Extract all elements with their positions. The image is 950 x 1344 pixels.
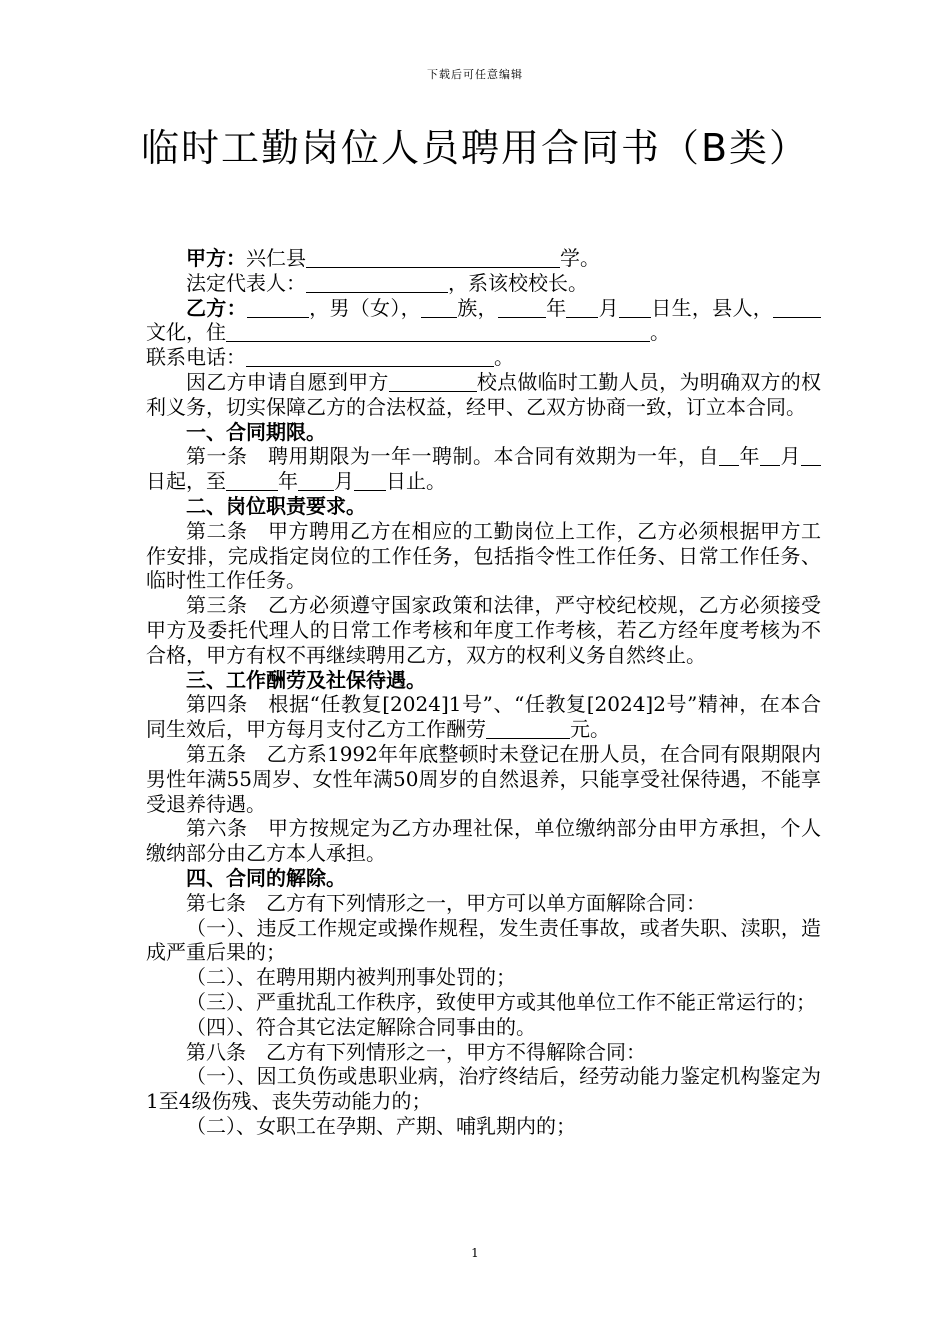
party-b-day: 日生， <box>650 295 713 320</box>
article-7-item: （三）、严重扰乱工作秩序，致使甲方或其他单位工作不能正常运行的； <box>186 989 816 1014</box>
birth-day-blank[interactable] <box>619 299 651 318</box>
section-3-heading: 三、工作酬劳及社保待遇。 <box>186 667 426 692</box>
article-7: 第七条 乙方有下列情形之一，甲方可以单方面解除合同： <box>186 890 706 915</box>
art1-year2: 年 <box>278 469 298 494</box>
party-b-month: 月 <box>598 295 619 320</box>
party-b-gender: ，男（女）， <box>308 295 421 320</box>
phone-line <box>146 345 821 370</box>
article-3: 第三条 乙方必须遵守国家政策和法律，严守校纪校规，乙方必须接受甲方及委托代理人的日常工作考核和年度工作考核，若乙方经年度考核为不合格，甲方有权不再继续聘用乙方，双方的权利义务自然终止。 <box>146 593 821 667</box>
birth-month-blank[interactable] <box>566 299 598 318</box>
section-4-heading: 四、合同的解除。 <box>186 865 346 890</box>
intro-paragraph <box>146 370 821 420</box>
party-a-line <box>146 246 821 271</box>
section-1-heading: 一、合同期限。 <box>186 419 326 444</box>
article-1 <box>146 444 821 494</box>
art1-month2: 月 <box>334 469 354 494</box>
party-b-end: 。 <box>650 320 670 345</box>
campus-blank[interactable] <box>389 373 477 392</box>
art1-day: 日起，至 <box>146 469 226 494</box>
section-2-heading: 二、岗位职责要求。 <box>186 493 366 518</box>
phone-blank[interactable] <box>246 348 494 367</box>
article-8: 第八条 乙方有下列情形之一，甲方不得解除合同： <box>186 1039 646 1064</box>
birth-year-blank[interactable] <box>498 299 546 318</box>
article-5: 第五条 乙方系1992年年底整顿时未登记在册人员，在合同有限期限内男性年满55周岁、女性年满50周岁的自然退养，只能享受社保待遇，不能享受退养待遇。 <box>146 741 821 816</box>
party-b-name-blank[interactable] <box>247 299 309 318</box>
party-b-label: 乙方： <box>186 295 247 320</box>
party-b-line <box>146 296 821 346</box>
article-7-item: （二）、在聘用期内被判刑事处罚的； <box>186 965 516 990</box>
party-b-county: 县人， <box>712 295 774 320</box>
phone-label: 联系电话： <box>146 345 246 370</box>
article-4 <box>146 692 821 742</box>
article-7-item: （一）、违反工作规定或操作规程，发生责任事故，或者失职、渎职，造成严重后果的； <box>146 915 821 965</box>
ethnic-blank[interactable] <box>421 299 457 318</box>
article-2: 第二条 甲方聘用乙方在相应的工勤岗位上工作，乙方必须根据甲方工作安排，完成指定岗位的工作任务，包括指令性工作任务、日常工作任务、临时性工作任务。 <box>146 518 821 593</box>
party-b-ethnic: 族， <box>456 295 498 320</box>
art4-before: 第四条 根据“任教复[2024]1号”、“任教复[2024]2号”精神，在本合同生效后，甲方每月支付乙方工作酬劳 <box>146 692 821 742</box>
intro-before: 因乙方申请自愿到甲方 <box>186 369 389 394</box>
party-b-year: 年 <box>545 295 567 320</box>
page-number: 1 <box>471 1246 479 1260</box>
legal-rep-blank[interactable] <box>306 274 448 293</box>
legal-rep-label: 法定代表人： <box>186 270 306 295</box>
art1-month: 月 <box>780 444 801 469</box>
legal-rep-line <box>146 271 821 296</box>
school-name-blank[interactable] <box>306 249 560 268</box>
article-6: 第六条 甲方按规定为乙方办理社保，单位缴纳部分由甲方承担，个人缴纳部分由乙方本人承担。 <box>146 816 821 866</box>
contract-body <box>146 246 821 1139</box>
party-a-county: 兴仁县 <box>246 246 306 270</box>
start-year-blank[interactable] <box>719 447 739 466</box>
intro-after: 校点做临时工勤人员，为明确双方的权利义务，切实保障乙方的合法权益，经甲、乙双方协商一致，订立本合同。 <box>146 369 822 419</box>
header-note: 下载后可任意编辑 <box>427 68 523 81</box>
legal-rep-suffix: ，系该校校长。 <box>448 270 588 295</box>
salary-blank[interactable] <box>486 720 570 739</box>
end-month-blank[interactable] <box>298 472 334 491</box>
start-day-blank[interactable] <box>801 447 821 466</box>
art1-year: 年 <box>739 444 760 469</box>
end-day-blank[interactable] <box>354 472 386 491</box>
article-8-item: （一）、因工负伤或患职业病，治疗终结后，经劳动能力鉴定机构鉴定为1至4级伤残、丧失劳动能力的； <box>146 1064 821 1114</box>
party-a-label: 甲方： <box>186 246 246 270</box>
start-month-blank[interactable] <box>760 447 780 466</box>
article-8-item: （二）、女职工在孕期、产期、哺乳期内的； <box>186 1113 576 1138</box>
art1-before: 第一条 聘用期限为一年一聘制。本合同有效期为一年，自 <box>186 444 719 469</box>
document-title: 临时工勤岗位人员聘用合同书（B类） <box>140 126 810 170</box>
party-b-culture: 文化，住 <box>146 320 226 345</box>
art1-end: 日止。 <box>386 469 446 494</box>
culture-blank[interactable] <box>773 299 821 318</box>
article-7-item: （四）、符合其它法定解除合同事由的。 <box>186 1014 536 1039</box>
party-a-suffix: 学。 <box>560 246 600 270</box>
phone-suffix: 。 <box>494 345 514 370</box>
end-year-blank[interactable] <box>226 472 278 491</box>
address-blank[interactable] <box>226 323 650 342</box>
art4-after: 元。 <box>570 717 610 742</box>
